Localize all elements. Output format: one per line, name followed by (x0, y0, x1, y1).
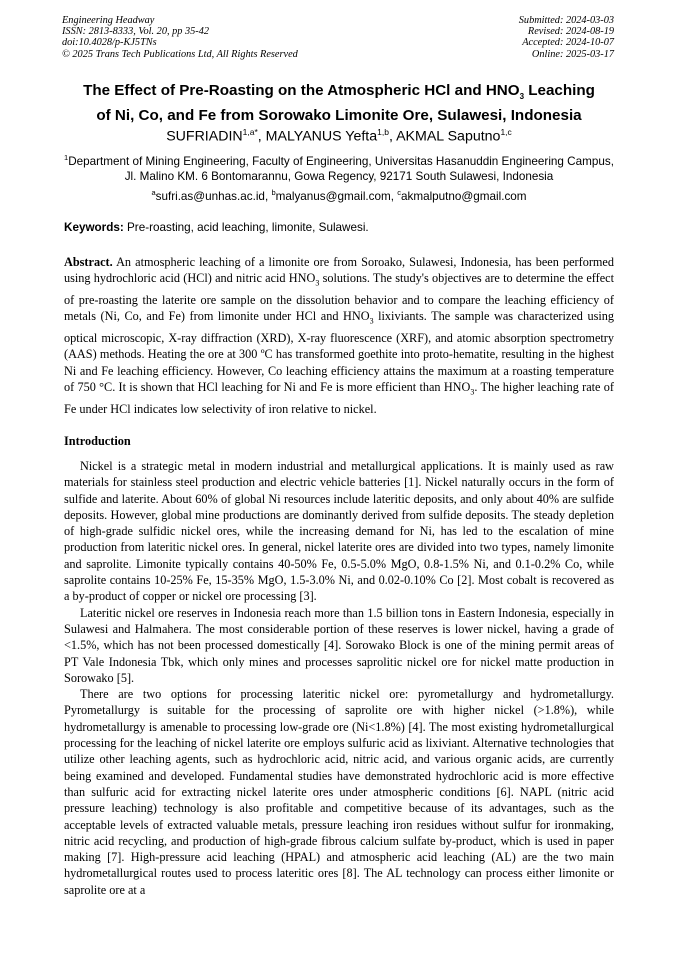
date-submitted: Submitted: 2024-03-03 (518, 15, 614, 26)
author-affil-mark: 1,b (377, 127, 389, 137)
author-affil-mark: 1,c (500, 127, 512, 137)
keywords (64, 221, 614, 235)
journal-copyright: © 2025 Trans Tech Publications Ltd, All Rights Reserved (62, 48, 298, 60)
affiliation-mark: 1 (64, 153, 69, 162)
title-line-1: The Effect of Pre-Roasting on the Atmospheric HCl and $HNO_3$ Leaching (83, 82, 595, 102)
paper-title (40, 81, 638, 125)
journal-info (62, 15, 298, 60)
section-heading: Introduction (64, 434, 131, 448)
journal-name: Engineering Headway (62, 15, 155, 26)
author-name: AKMAL Saputno (396, 128, 501, 145)
date-online: Online: 2025-03-17 (531, 48, 614, 60)
affiliation (60, 150, 618, 185)
paragraph: Nickel is a strategic metal in modern industrial and metallurgical applications. It is mainly used as raw materials for stainless steel production and electric vehicle batteries [1]. Nickel naturally occurs in the form of sulfide and laterite. About 60% of global Ni resources include lateritic deposits, and only about 40% are sulfide deposits. However, global mine productions are dominantly derived from sulfide deposits. The steady depletion of high-grade sulfidic nickel ores, while the increasing demand for Ni, has led to the escalation of mine production from lateritic nickel ores. In general, nickel laterite ores are divided into two types, namely limonite and saprolite. Limonite typically contains 40-50% Fe, 0.5-5.0% MgO, 0.8-1.5% Ni, and 0.1-0.2% Co, while saprolite contains 10-25% Fe, 15-35% MgO, 1.5-3.0% Ni, and 0.02-0.10% Co [2]. Most cobalt is recovered as a by-product of copper or nickel ore processing [3]. (64, 459, 614, 604)
email-link[interactable]: sufri.as@unhas.ac.id (155, 189, 265, 203)
email-link[interactable]: malyanus@gmail.com (275, 189, 391, 203)
journal-doi: doi:10.4028/p-KJ5TNs (62, 37, 157, 49)
title-line-2: of Ni, Co, and Fe from Sorowako Limonite Ore, Sulawesi, Indonesia (96, 107, 582, 125)
email-link[interactable]: akmalputno@gmail.com (401, 189, 527, 203)
abstract: Abstract. An atmospheric leaching of a limonite ore from Soroako, Sulawesi, Indonesia, has been performed using hydrochloric acid (HCl) and nitric acid $HNO_3$ solutions. The study's objectives are to determine the effect of pre-roasting the laterite ore sample on the dissolution behavior and to compare the leaching efficiency of metals (Ni, Co, and Fe) from limonite under HCl and $HNO_3$ lixiviants. The sample was characterized using optical microscopic, X-ray diffraction (XRD), X-ray fluorescence (XRF), and atomic absorption spectrometry (AAS) methods. Heating the ore at 300 ºC has transformed goethite into proto-hematite, resulting in the highest Ni and Fe leaching efficiency. However, Co leaching efficiency attains the maximum at a roasting temperature of 750 °C. It is shown that HCl leaching for Ni and Fe is more efficient than $HNO_3$. The higher leaching rate of Fe under HCl indicates low selectivity of iron relative to nickel. (64, 255, 614, 416)
date-revised: Revised: 2024-08-19 (527, 26, 614, 38)
keywords-text: Pre-roasting, acid leaching, limonite, Sulawesi. (123, 221, 369, 234)
author-list: $SUFRIADIN^{1,a*}$, MALYANUS Yefta$^{1,b}$, AKMAL Saputno$^{1,c}$ (166, 127, 512, 145)
author-emails: $^a$sufri.as@unhas.ac.id, $^b$malyanus@gmail.com, $^c$akmalputno@gmail.com (151, 188, 527, 203)
author-name: SUFRIADIN (166, 128, 243, 145)
introduction-body (64, 458, 614, 898)
affiliation-text: Department of Mining Engineering, Faculty of Engineering, Universitas Hasanuddin Engineering Campus, Jl. Malino KM. 6 Bontomarannu, Gowa Regency, 92171 South Sulawesi, Indonesia (68, 154, 614, 184)
date-accepted: Accepted: 2024-10-07 (522, 37, 614, 49)
paragraph: There are two options for processing lateritic nickel ore: pyrometallurgy and hydrometallurgy. Pyrometallurgy is suitable for the processing of saprolite ore with higher nickel (>1.8%), while hydrometallurgy is amenable to processing low-grade ore (Ni<1.8%) [4]. The most existing hydrometallurgical processing for the leaching of nickel laterite ore employs sulfuric acid as lixiviant. Alternative technologies that utilize other leaching agents, such as hydrochloric acid, nitric acid, and various organic acids, are currently being examined and developed. Fundamental studies have demonstrated hydrochloric acid is more effective than sulfuric acid for extracting nickel laterite ores under atmospheric conditions [6]. NAPL (nitric acid pressure leaching) technology is also profitable and competitive because of its advantages, such as the acceptable levels of extracted valuable metals, pressure leaching iron residues without sulfur for ironmaking, nitric acid recycling, and production of high-grade fibrous calcium sulfate by-product, which is used in paper making [7]. High-pressure acid leaching (HPAL) and atmospheric acid leaching (AL) are the two main hydrometallurgical routes used to process lateritic ores [8]. The AL technology can process either limonite or saprolite ore at a (64, 687, 614, 897)
author-name: MALYANUS Yefta (265, 128, 378, 145)
keywords-label: Keywords: (64, 221, 124, 234)
paragraph: Lateritic nickel ore reserves in Indonesia reach more than 1.5 billion tons in Eastern Indonesia, especially in Sulawesi and Halmahera. The most considerable portion of these reserves is lower nickel, having a grade of <1.5%, which has not been processed domestically [4]. Sorowako Block is one of the mining permit areas of PT Vale Indonesia Tbk, which only mines and processes saprolitic nickel ore for nickel matte production in Sorowako [5]. (64, 605, 614, 685)
journal-issn: ISSN: 2813-8333, Vol. 20, pp 35-42 (62, 26, 210, 38)
author-affil-mark: 1,a* (242, 127, 258, 137)
publication-dates (519, 15, 614, 60)
abstract-label: Abstract. (64, 255, 113, 269)
